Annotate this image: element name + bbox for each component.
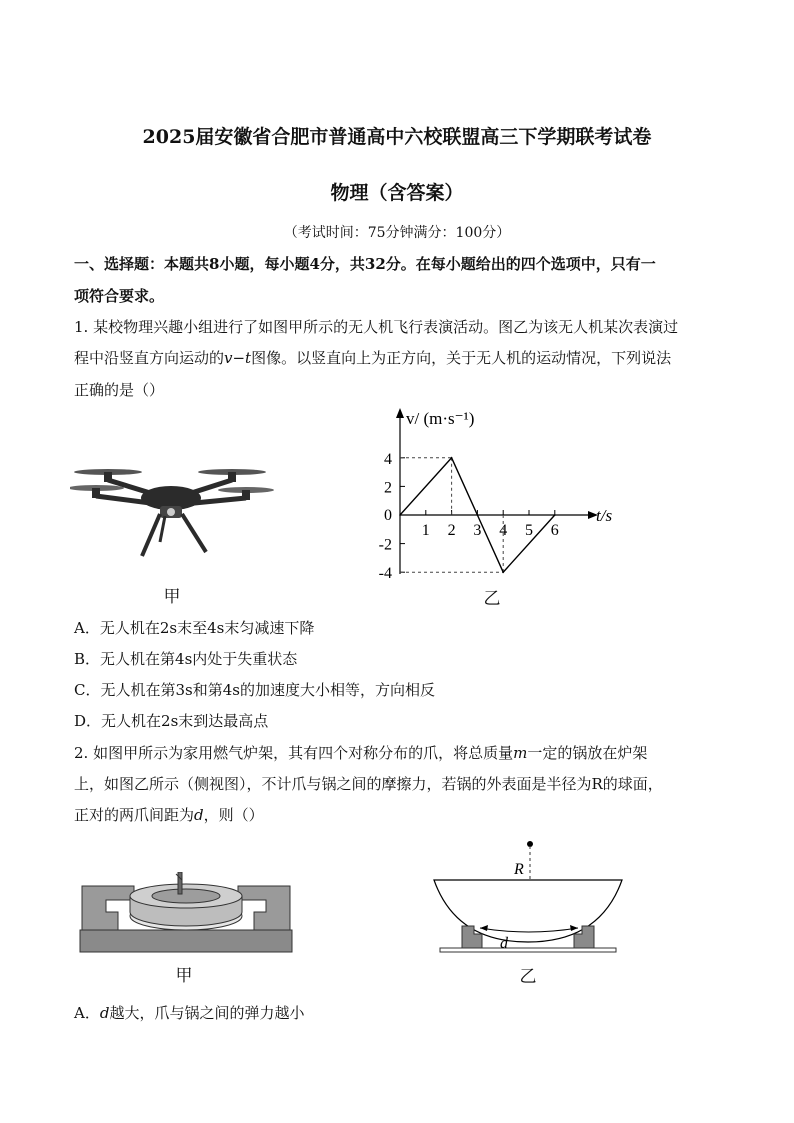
stand-base — [440, 948, 616, 952]
y-axis-arrow — [396, 408, 404, 418]
q2-line1-post: 一定的锅放在炉架 — [527, 744, 648, 762]
velocity-point — [477, 514, 479, 516]
gas-stove-figure — [78, 872, 294, 958]
x-tick-label: 3 — [473, 522, 482, 539]
q1-option-c: C．无人机在第3s和第4s的加速度大小相等，方向相反 — [74, 681, 435, 699]
document-title: 2025届安徽省合肥市普通高中六校联盟高三下学期联考试卷 — [142, 126, 652, 148]
q1-var-vt: v−t — [224, 349, 252, 367]
q1-line3: 正确的是（） — [74, 381, 165, 399]
y-tick-label: 2 — [384, 479, 392, 497]
y-tick-label: -2 — [378, 536, 392, 554]
q2-option-a-prefix: A． — [74, 1004, 100, 1022]
y-tick-label: -4 — [378, 565, 392, 583]
document-subtitle: 物理（含答案） — [330, 182, 464, 204]
x-tick-label: 6 — [550, 522, 559, 539]
q2-fig-label-a: 甲 — [175, 966, 193, 986]
q1-fig-label-b: 乙 — [483, 589, 501, 609]
q2-option-a-text: 越大，爪与锅之间的弹力越小 — [109, 1004, 305, 1022]
x-tick-label: 2 — [447, 522, 456, 539]
y-axis-label: v/ (m·s⁻¹) — [406, 409, 475, 428]
q1-line2-pre: 程中沿竖直方向运动的 — [74, 349, 225, 367]
section-heading-line1: 一、选择题：本题共8小题，每小题4分，共32分。在每小题给出的四个选项中，只有一 — [74, 255, 656, 273]
q1-line1: 1. 某校物理兴趣小组进行了如图甲所示的无人机飞行表演活动。图乙为该无人机某次表演过 — [74, 318, 679, 336]
q1-line2 — [74, 347, 671, 368]
q2-var-d: d — [194, 806, 204, 824]
q1-option-a: A．无人机在2s末至4s末匀减速下降 — [74, 619, 315, 637]
q2-option-a — [74, 1002, 304, 1023]
x-tick-label: 5 — [525, 522, 533, 539]
q2-line3 — [74, 804, 264, 825]
velocity-point — [451, 457, 453, 459]
radius-label: R — [514, 861, 524, 878]
pot-side-view-figure — [430, 836, 626, 960]
q2-var-m: m — [513, 744, 528, 762]
drone-figure — [70, 462, 280, 562]
q2-line3-pre: 正对的两爪间距为 — [74, 806, 195, 824]
q2-fig-label-b: 乙 — [519, 967, 537, 987]
q2-line3-post: ，则（） — [203, 806, 264, 824]
distance-label: d — [500, 935, 508, 952]
velocity-point — [399, 514, 401, 516]
origin-label: 0 — [384, 507, 392, 524]
q1-option-d: D．无人机在2s末到达最高点 — [74, 712, 269, 730]
q2-option-a-var: d — [99, 1004, 110, 1022]
velocity-point — [554, 514, 556, 516]
velocity-point — [502, 571, 504, 573]
x-tick-label: 1 — [421, 522, 430, 539]
q2-line1 — [74, 742, 647, 763]
x-axis-label: t/s — [596, 506, 613, 525]
vt-graph — [360, 404, 620, 584]
y-tick-label: 4 — [384, 450, 392, 468]
x-tick-label: 4 — [499, 522, 508, 539]
q2-line1-pre: 2. 如图甲所示为家用燃气炉架，其有四个对称分布的爪，将总质量 — [74, 744, 514, 762]
exam-info: （考试时间：75分钟满分：100分） — [283, 225, 511, 241]
section-heading-line2: 项符合要求。 — [74, 287, 165, 305]
q1-option-b: B．无人机在第4s内处于失重状态 — [74, 650, 298, 668]
q1-fig-label-a: 甲 — [163, 587, 181, 607]
q2-line2: 上，如图乙所示（侧视图），不计爪与锅之间的摩擦力，若锅的外表面是半径为R的球面， — [74, 775, 663, 793]
q1-line2-post: 图像。以竖直向上为正方向，关于无人机的运动情况，下列说法 — [251, 349, 672, 367]
